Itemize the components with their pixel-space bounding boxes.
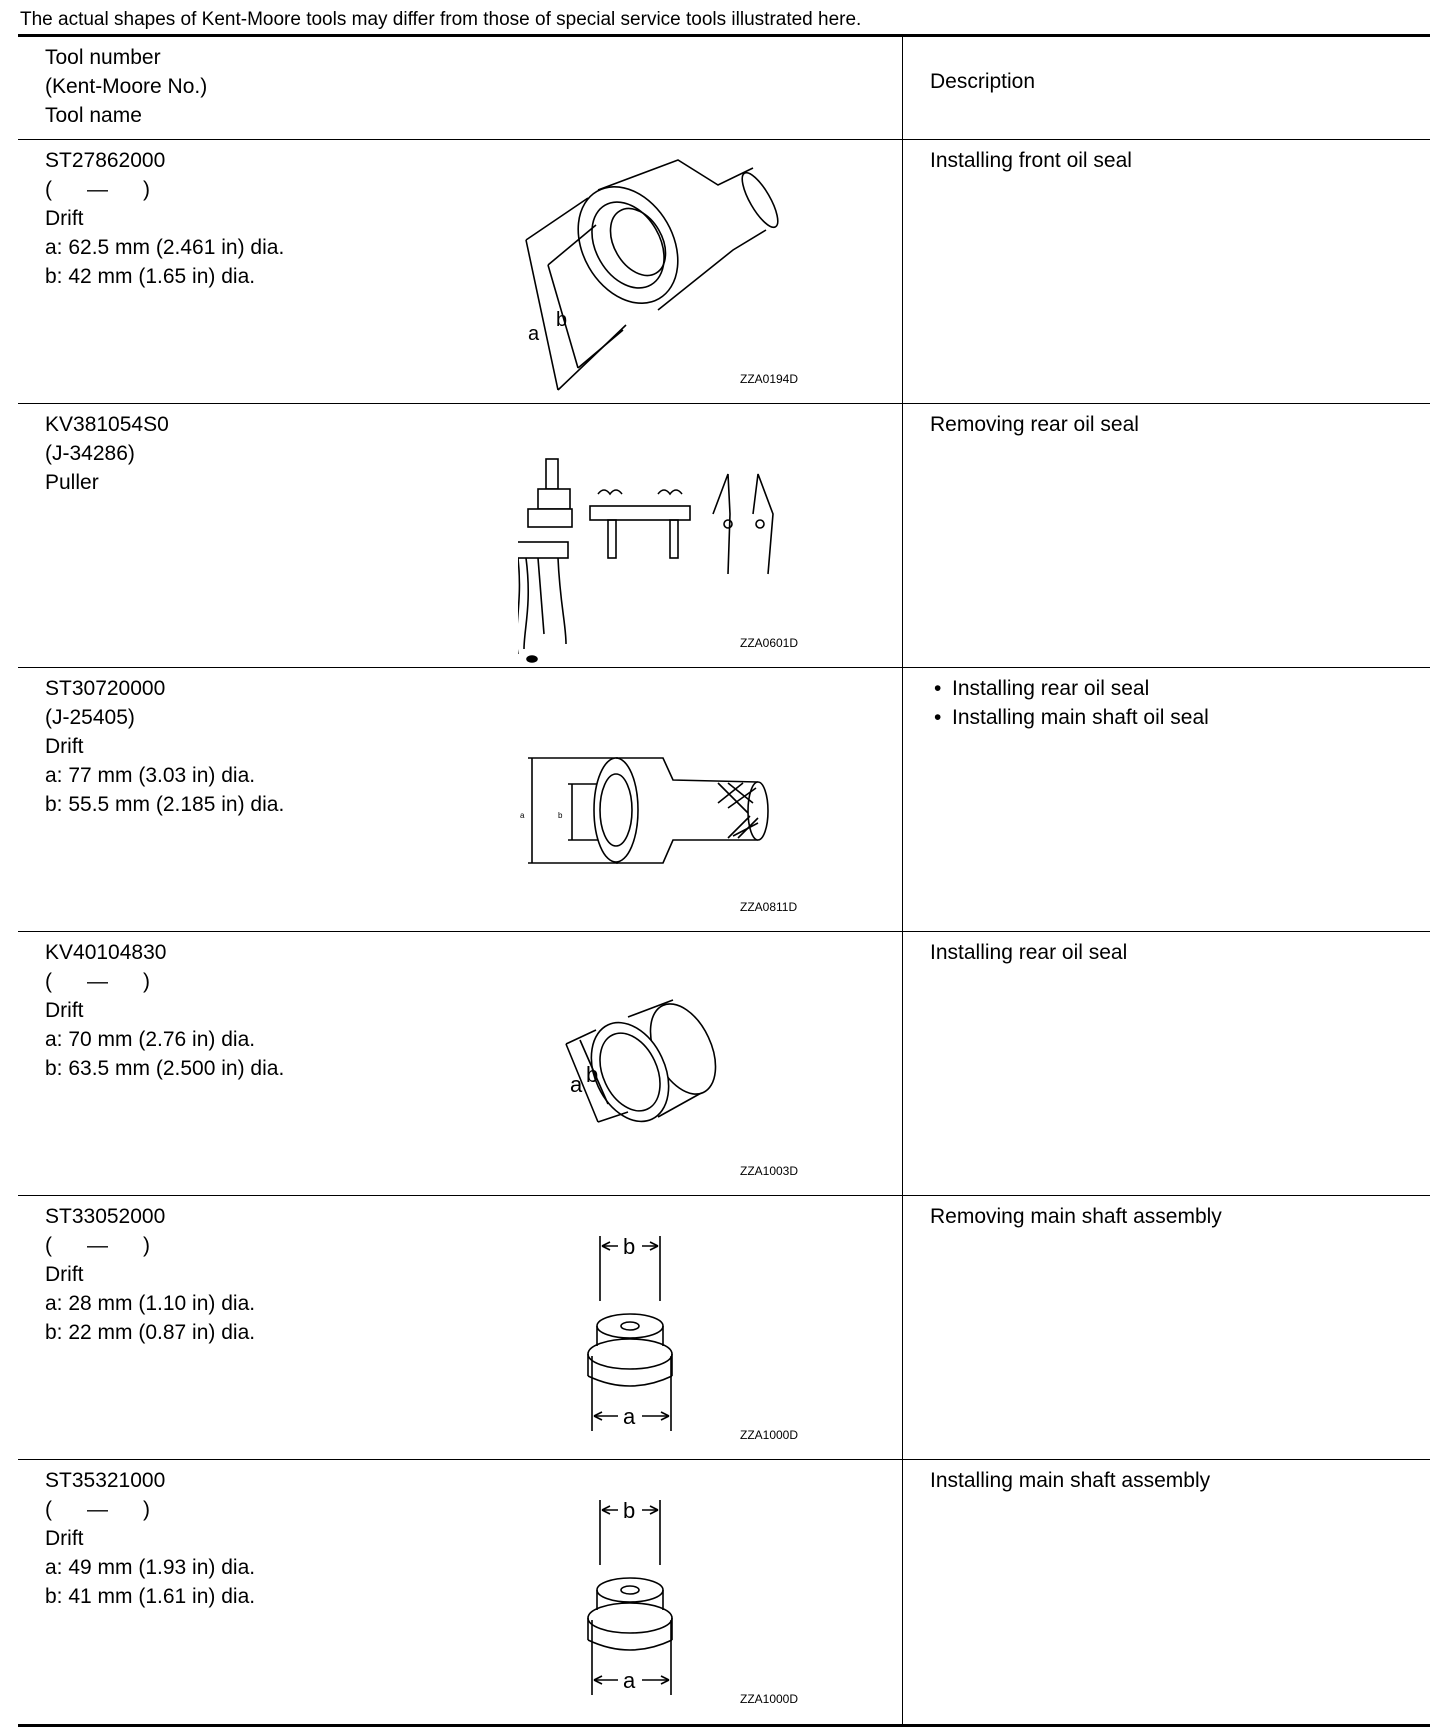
label-b: b bbox=[558, 811, 563, 820]
tool-name: Puller bbox=[45, 471, 99, 494]
label-a: a bbox=[528, 323, 540, 345]
description: Installing rear oil seal bbox=[930, 941, 1128, 964]
description: • Installing rear oil seal bbox=[930, 674, 1209, 703]
note-text: The actual shapes of Kent-Moore tools may differ from those of special service tools illustrated here. bbox=[20, 9, 862, 30]
kent-moore-number: (J-25405) bbox=[45, 706, 135, 729]
spec-b: b: 22 mm (0.87 in) dia. bbox=[45, 1321, 256, 1344]
label-b: b bbox=[586, 1062, 599, 1087]
tool-number: KV381054S0 bbox=[45, 413, 169, 436]
description: Installing front oil seal bbox=[930, 149, 1132, 172]
table-row bbox=[18, 404, 1430, 668]
spec-a: a: 28 mm (1.10 in) dia. bbox=[45, 1292, 256, 1315]
spec-b: b: 42 mm (1.65 in) dia. bbox=[45, 265, 256, 288]
spec-b: b: 55.5 mm (2.185 in) dia. bbox=[45, 793, 285, 816]
label-b: b bbox=[556, 309, 568, 331]
label-a: a bbox=[520, 811, 525, 820]
drift-illustration bbox=[518, 150, 878, 400]
table-row bbox=[18, 668, 1430, 932]
tool-name: Drift bbox=[45, 1527, 84, 1550]
header-tool-name: Tool name bbox=[45, 104, 142, 127]
description: Installing main shaft assembly bbox=[930, 1469, 1211, 1492]
tools-table bbox=[18, 34, 1430, 1727]
figure-code: ZZA1000D bbox=[740, 1428, 799, 1442]
tool-name: Drift bbox=[45, 735, 84, 758]
kent-moore-number: ( — ) bbox=[45, 1498, 150, 1521]
spec-a: a: 77 mm (3.03 in) dia. bbox=[45, 764, 256, 787]
table-row bbox=[18, 140, 1430, 404]
spec-b: b: 63.5 mm (2.500 in) dia. bbox=[45, 1057, 285, 1080]
kent-moore-number: ( — ) bbox=[45, 970, 150, 993]
drift-illustration bbox=[518, 942, 878, 1192]
figure-code: ZZA0601D bbox=[740, 636, 799, 650]
drift-illustration bbox=[518, 678, 878, 928]
label-a: a bbox=[570, 1072, 583, 1097]
table-header bbox=[18, 37, 1430, 140]
spec-a: a: 62.5 mm (2.461 in) dia. bbox=[45, 236, 285, 259]
kent-moore-number: (J-34286) bbox=[45, 442, 135, 465]
tool-number: KV40104830 bbox=[45, 941, 167, 964]
tool-number: ST33052000 bbox=[45, 1205, 166, 1228]
kent-moore-number: ( — ) bbox=[45, 1234, 150, 1257]
spec-a: a: 70 mm (2.76 in) dia. bbox=[45, 1028, 256, 1051]
kent-moore-number: ( — ) bbox=[45, 178, 150, 201]
table-row bbox=[18, 1460, 1430, 1724]
description: Removing main shaft assembly bbox=[930, 1205, 1222, 1228]
tool-number: ST27862000 bbox=[45, 149, 166, 172]
drift-illustration bbox=[518, 1206, 878, 1456]
label-a: a bbox=[623, 1668, 636, 1693]
label-a: a bbox=[623, 1404, 636, 1429]
figure-code: ZZA0194D bbox=[740, 372, 799, 386]
header-description-column bbox=[903, 37, 1430, 139]
description: Removing rear oil seal bbox=[930, 413, 1139, 436]
puller-illustration bbox=[518, 414, 878, 664]
tool-number: ST35321000 bbox=[45, 1469, 166, 1492]
header-description: Description bbox=[930, 70, 1036, 93]
label-b: b bbox=[623, 1498, 636, 1523]
header-tool-column bbox=[18, 37, 903, 139]
description: • Installing main shaft oil seal bbox=[930, 703, 1209, 732]
spec-a: a: 49 mm (1.93 in) dia. bbox=[45, 1556, 256, 1579]
drift-illustration bbox=[518, 1470, 878, 1720]
header-kent-moore: (Kent-Moore No.) bbox=[45, 75, 208, 98]
figure-code: ZZA1003D bbox=[740, 1164, 799, 1178]
spec-b: b: 41 mm (1.61 in) dia. bbox=[45, 1585, 256, 1608]
header-tool-number: Tool number bbox=[45, 46, 161, 69]
tool-name: Drift bbox=[45, 207, 84, 230]
label-b: b bbox=[623, 1234, 636, 1259]
figure-code: ZZA0811D bbox=[740, 900, 798, 914]
table-row bbox=[18, 932, 1430, 1196]
table-row bbox=[18, 1196, 1430, 1460]
tool-number: ST30720000 bbox=[45, 677, 166, 700]
tool-name: Drift bbox=[45, 999, 84, 1022]
figure-code: ZZA1000D bbox=[740, 1692, 799, 1706]
tool-name: Drift bbox=[45, 1263, 84, 1286]
